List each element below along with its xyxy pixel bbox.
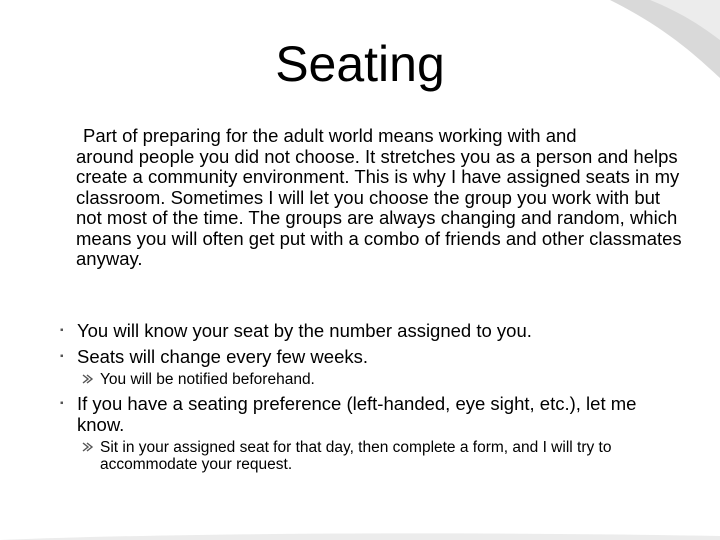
bullet-text: Seats will change every few weeks. bbox=[77, 346, 368, 367]
bullet-text: If you have a seating preference (left-handed, eye sight, etc.), let me know. bbox=[77, 393, 637, 435]
small-square-bullet-icon: ▪ bbox=[60, 325, 64, 336]
bullet-item-seats-change bbox=[60, 346, 680, 367]
intro-paragraph bbox=[76, 126, 688, 270]
sub-bullet-text: Sit in your assigned seat for that day, then complete a form, and I will try to accommodate your request. bbox=[100, 439, 612, 473]
bullet-item-seat-number bbox=[60, 320, 680, 341]
arrow-bullet-icon bbox=[82, 442, 94, 452]
intro-lead-line: Part of preparing for the adult world means working with and bbox=[83, 125, 577, 146]
bullet-text: You will know your seat by the number assigned to you. bbox=[77, 320, 532, 341]
small-square-bullet-icon: ▪ bbox=[60, 398, 64, 409]
intro-body: around people you did not choose. It stretches you as a person and helps create a community environment. This is why I have assigned seats in my classroom. Sometimes I will let you choose the group you work with but not most of the time. The groups are always changing and random, which means you will often get put with a combo of friends and other classmates anyway. bbox=[76, 145, 682, 269]
sub-bullet-item-notified bbox=[82, 371, 662, 388]
bullet-item-seating-preference bbox=[60, 393, 680, 435]
slide-title: Seating bbox=[275, 36, 445, 92]
small-square-bullet-icon: ▪ bbox=[60, 351, 64, 362]
sub-bullet-item-assigned-seat bbox=[82, 439, 662, 473]
arrow-bullet-icon bbox=[82, 374, 94, 384]
bottom-decoration bbox=[0, 526, 720, 540]
sub-bullet-text: You will be notified beforehand. bbox=[100, 371, 315, 388]
